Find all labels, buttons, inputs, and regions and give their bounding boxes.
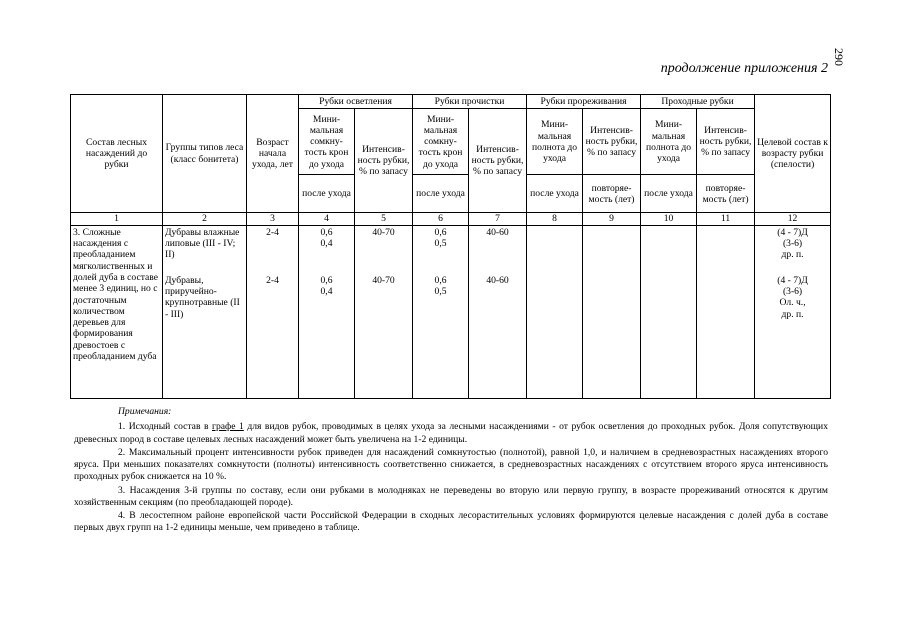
- cell-min-density: [299, 225, 355, 274]
- group-prochistki: Рубки прочистки: [413, 95, 527, 109]
- header-after-care-4: после ухода: [641, 175, 697, 213]
- header-intensity-1: Интенсив- ность рубки, % по запасу: [355, 109, 413, 213]
- notes-section: [74, 406, 828, 535]
- cell-age: 2-4: [247, 225, 299, 274]
- cell-empty: [697, 274, 755, 399]
- header-target: Целевой состав к возрасту рубки (спелости): [755, 95, 831, 213]
- cell-forest-group: Дубравы влажные липовые (III - IV; II): [163, 225, 247, 274]
- column-numbers-row: [71, 213, 831, 225]
- col-number: 4: [299, 213, 355, 225]
- cell-empty: [697, 225, 755, 274]
- appendix-title: продолжение приложения 2: [660, 61, 828, 76]
- cell-min-density: [413, 225, 469, 274]
- value-before: 0,6: [434, 226, 447, 238]
- cell-empty: [641, 225, 697, 274]
- grafa-1-link[interactable]: графе 1: [212, 421, 244, 433]
- forest-care-table: [70, 94, 831, 399]
- header-after-care-2: после ухода: [413, 175, 469, 213]
- table-row: [71, 225, 831, 274]
- value-after: 0,4: [320, 237, 333, 249]
- cell-intensity: 40-60: [469, 225, 527, 274]
- value-after: 0,5: [434, 237, 447, 249]
- value-before: 0,6: [320, 274, 333, 286]
- cell-target: [755, 274, 831, 399]
- header-min-fullness-1: Мини- мальная полнота до ухода: [527, 109, 583, 175]
- note-1: [74, 421, 828, 446]
- header-min-fullness-2: Мини- мальная полнота до ухода: [641, 109, 697, 175]
- cell-empty: [527, 274, 583, 399]
- header-repeatability-2: повторяе- мость (лет): [697, 175, 755, 213]
- col-number: 6: [413, 213, 469, 225]
- cell-composition: 3. Сложные насаждения с преобладанием мягколиственных и долей дуба в составе менее 3 единиц, но с достаточным количеством деревьев для формирования древостоев с преобладанием дуба: [71, 225, 163, 398]
- group-prorezhivaniya: Рубки прореживания: [527, 95, 641, 109]
- cell-age: 2-4: [247, 274, 299, 399]
- col-number: 5: [355, 213, 413, 225]
- col-number: 10: [641, 213, 697, 225]
- target-line: (3-6): [782, 285, 803, 297]
- cell-intensity: 40-60: [469, 274, 527, 399]
- header-repeatability-1: повторяе- мость (лет): [583, 175, 641, 213]
- header-age: Возраст начала ухода, лет: [247, 95, 299, 213]
- value-after: 0,5: [434, 285, 447, 297]
- header-after-care-3: после ухода: [527, 175, 583, 213]
- target-line: Ол. ч.,: [779, 297, 806, 309]
- page-number: 290: [832, 48, 846, 66]
- note-2: 2. Максимальный процент интенсивности рубок приведен для насаждений сомкнутостью (полнотой), равной 1,0, и наличием в средневозрастных насаждениях второго яруса. При меньших показателях сомкнутости (полноты) интенсивность соответственно снижается, в средневозрастных насаждениях с отсутствием второго яруса интенсивность проходных рубок снижается на 10 %.: [74, 446, 828, 483]
- header-intensity-4: Интенсив- ность рубки, % по запасу: [697, 109, 755, 175]
- notes-title: Примечания:: [118, 406, 172, 417]
- target-line: др. п.: [781, 308, 804, 320]
- col-number: 1: [71, 213, 163, 225]
- cell-empty: [583, 225, 641, 274]
- cell-empty: [527, 225, 583, 274]
- header-min-density-1: Мини- мальная сомкну- тость крон до ухода: [299, 109, 355, 175]
- header-intensity-3: Интенсив- ность рубки, % по запасу: [583, 109, 641, 175]
- note-1-text-a: 1. Исходный состав в: [118, 421, 213, 433]
- cell-intensity: 40-70: [355, 225, 413, 274]
- col-number: 2: [163, 213, 247, 225]
- header-min-density-2: Мини- мальная сомкну- тость крон до ухода: [413, 109, 469, 175]
- group-osvetleniya: Рубки осветления: [299, 95, 413, 109]
- header-after-care-1: после ухода: [299, 175, 355, 213]
- value-before: 0,6: [320, 226, 333, 238]
- note-4: 4. В лесостепном районе европейской части Российской Федерации в сходных лесорастительных условиях формируются целевые насаждения с долей дуба в составе первых двух групп на 1-2 единицы меньше, чем приведено в таблице.: [74, 510, 828, 534]
- col-number: 8: [527, 213, 583, 225]
- target-line: (4 - 7)Д: [777, 274, 808, 286]
- col-number: 12: [755, 213, 831, 225]
- col-number: 3: [247, 213, 299, 225]
- cell-empty: [583, 274, 641, 399]
- note-3: 3. Насаждения 3-й группы по составу, если они рубками в молодняках не переведены во вторую или первую группу, в возрасте прореживаний относятся к другим хозяйственным секциям (по преобладающей породе).: [74, 484, 828, 508]
- header-composition: Состав лесных насаждений до рубки: [71, 95, 163, 213]
- header-intensity-2: Интенсив- ность рубки, % по запасу: [469, 109, 527, 213]
- cell-empty: [641, 274, 697, 399]
- value-after: 0,4: [320, 285, 333, 297]
- group-prohodnye: Проходные рубки: [641, 95, 755, 109]
- col-number: 7: [469, 213, 527, 225]
- col-number: 11: [697, 213, 755, 225]
- cell-forest-group: Дубравы, приручейно- крупнотравные (II - III): [163, 274, 247, 399]
- note-1-text-b: для видов рубок, проводимых в целях ухода за лесными насаждениями - от рубок осветления до проходных рубок. Доля сопутствующих древесных пород в составе целевых лесных насаждений может быть увеличена на 1-2 единицы.: [74, 421, 828, 445]
- table-row: [71, 274, 831, 399]
- target-line: (3-6): [782, 237, 803, 249]
- cell-min-density: [413, 274, 469, 399]
- target-line: (4 - 7)Д: [777, 226, 808, 238]
- cell-intensity: 40-70: [355, 274, 413, 399]
- target-line: др. п.: [781, 249, 804, 261]
- header-forest-groups: Группы типов леса (класс бонитета): [163, 95, 247, 213]
- col-number: 9: [583, 213, 641, 225]
- value-before: 0,6: [434, 274, 447, 286]
- cell-min-density: [299, 274, 355, 399]
- cell-target: [755, 225, 831, 274]
